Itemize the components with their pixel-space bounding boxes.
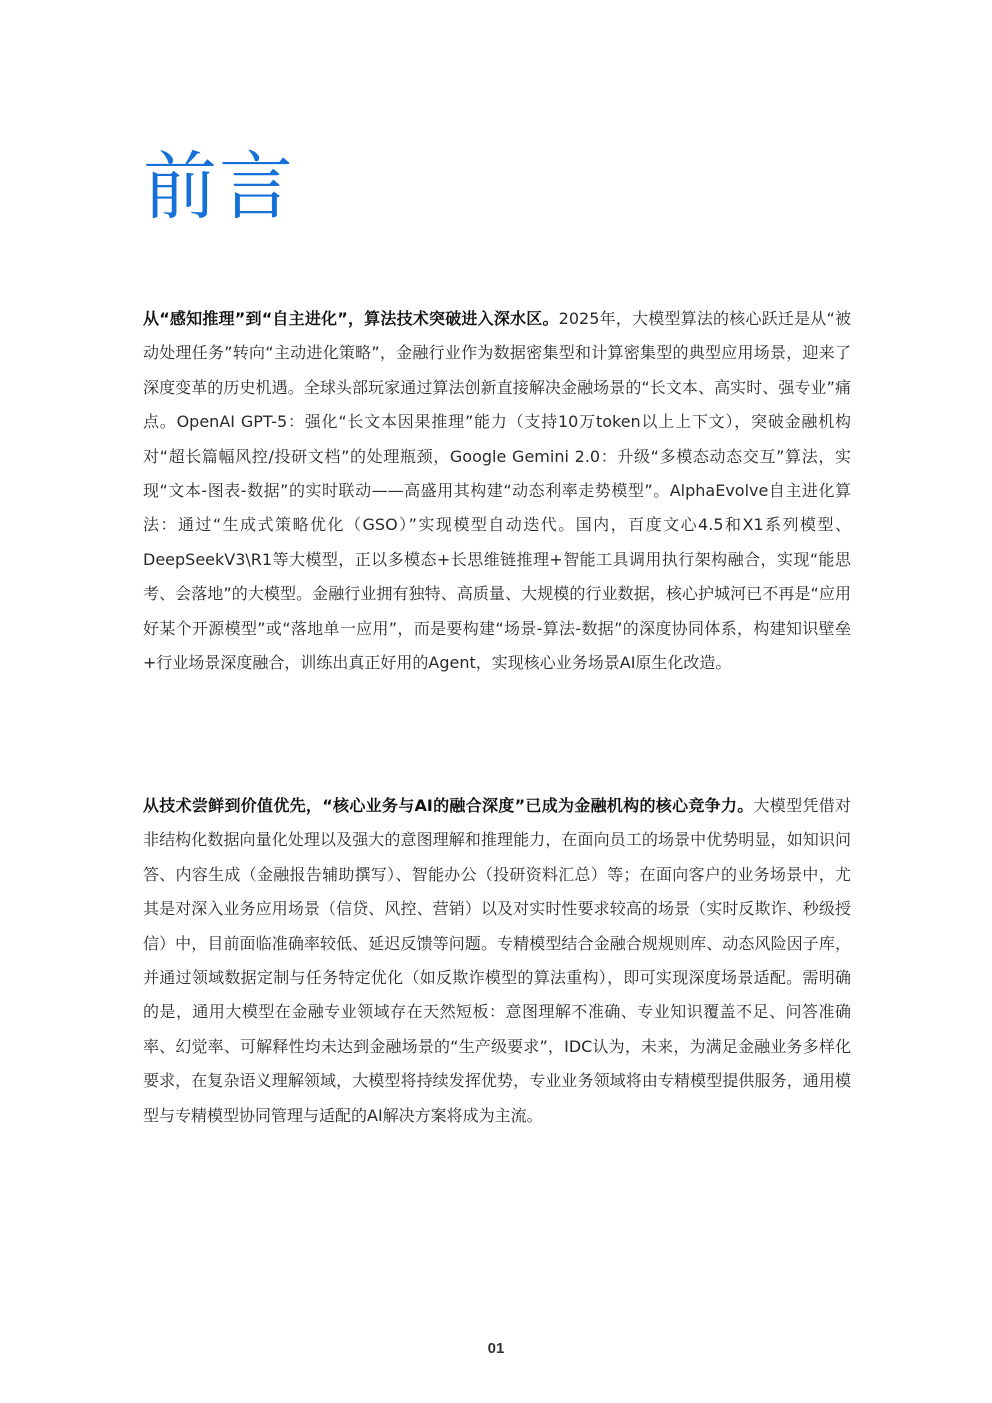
paragraph-lead: 从“感知推理”到“自主进化”，算法技术突破进入深水区。	[143, 309, 559, 328]
paragraph-body: 大模型凭借对非结构化数据向量化处理以及强大的意图理解和推理能力，在面向员工的场景中优势明显，如知识问答、内容生成（金融报告辅助撰写）、智能办公（投研资料汇总）等；在面向客户的业务场景中，尤其是对深入业务应用场景（信贷、风控、营销）以及对实时性要求较高的场景（实时反欺诈、秒级授信）中，目前面临准确率较低、延迟反馈等问题。专精模型结合金融合规规则库、动态风险因子库，并通过领域数据定制与任务特定优化（如反欺诈模型的算法重构），即可实现深度场景适配。需明确的是，通用大模型在金融专业领域存在天然短板：意图理解不准确、专业知识覆盖不足、问答准确率、幻觉率、可解释性均未达到金融场景的“生产级要求”，IDC认为，未来，为满足金融业务多样化要求，在复杂语义理解领域，大模型将持续发挥优势，专业业务领域将由专精模型提供服务，通用模型与专精模型协同管理与适配的AI解决方案将成为主流。	[143, 796, 851, 1125]
page-title: 前言	[143, 144, 295, 230]
intro-paragraph-1	[143, 302, 851, 680]
paragraph-body: 2025年，大模型算法的核心跃迁是从“被动处理任务”转向“主动进化策略”，金融行业作为数据密集型和计算密集型的典型应用场景，迎来了深度变革的历史机遇。全球头部玩家通过算法创新直接解决金融场景的“长文本、高实时、强专业”痛点。OpenAI GPT-5：强化“长文本因果推理”能力（支持10万token以上上下文），突破金融机构对“超长篇幅风控/投研文档”的处理瓶颈，Google Gemini 2.0：升级“多模态动态交互”算法，实现“文本-图表-数据”的实时联动——高盛用其构建“动态利率走势模型”。AlphaEvolve自主进化算法：通过“生成式策略优化（GSO）”实现模型自动迭代。国内，百度文心4.5和X1系列模型、DeepSeekV3\R1等大模型，正以多模态+长思维链推理+智能工具调用执行架构融合，实现“能思考、会落地”的大模型。金融行业拥有独特、高质量、大规模的行业数据，核心护城河已不再是“应用好某个开源模型”或“落地单一应用”，而是要构建“场景-算法-数据”的深度协同体系，构建知识壁垒+行业场景深度融合，训练出真正好用的Agent，实现核心业务场景AI原生化改造。	[143, 309, 851, 673]
intro-paragraph-2	[143, 789, 851, 1133]
page-number: 01	[487, 1340, 505, 1357]
paragraph-lead: 从技术尝鲜到价值优先，“核心业务与AI的融合深度”已成为金融机构的核心竞争力。	[143, 796, 754, 815]
